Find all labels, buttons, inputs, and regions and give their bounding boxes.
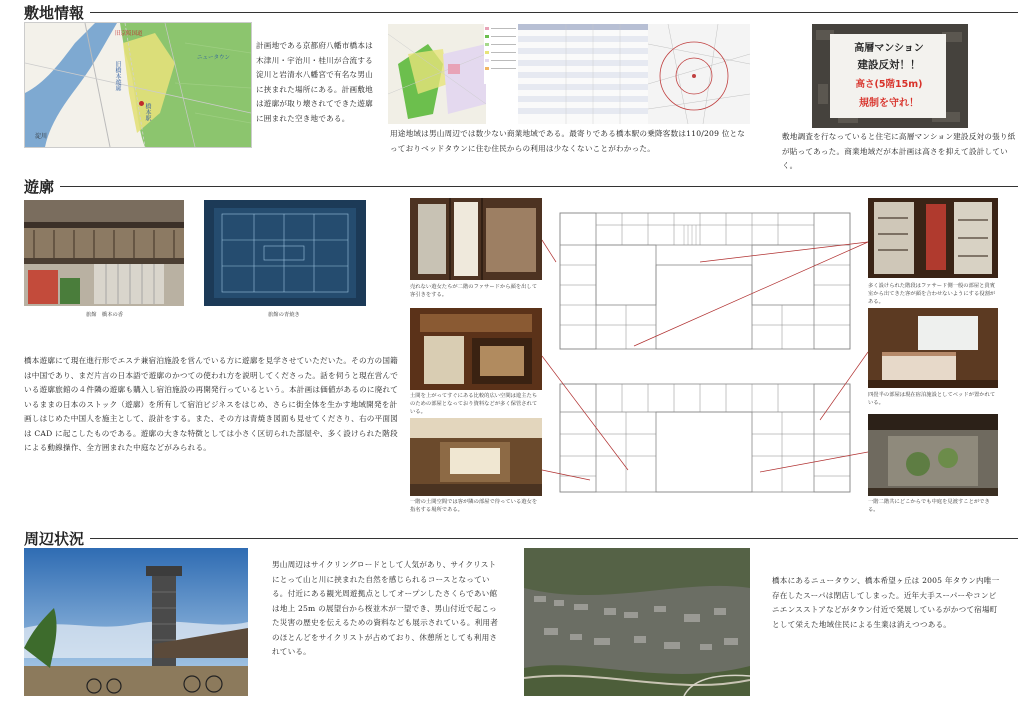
sign-line-3: 高さ(5階15m) [855, 79, 923, 90]
bedroom-photo [868, 308, 998, 388]
plan-caption-right-1: 多く設けられた階段はファサード側一般の部屋と貴賓室から出てきた客が顔を合わせないようにする役割がある。 [868, 283, 996, 305]
plan-caption-left-2: 土間を上がってすぐにある比較的広い空間は遊主たちのための部屋となっており資料などが多く保管されている。 [410, 393, 538, 415]
master-room-photo [410, 308, 542, 390]
observation-tower-photo [24, 548, 248, 696]
plan-caption-left-3: 一階の土間空間では客が隣の部屋で待っている遊女を指名する場所である。 [410, 499, 538, 513]
sign-line-1: 高層マンション [854, 43, 924, 54]
map-label-yukaku: 旧橋本遊廓 [114, 61, 121, 91]
yukaku-description: 橋本遊廓にて現在進行形でエステ兼宿泊施設を営んでいる方に遊廓を見学させていただいた。その方の国籍は中国であり、まだ片言の日本語で遊廓のかつての使われ方を説明してくださった。話を伺うと現在営んでいる遊廓旅館の４件隣の遊廓も購入し宿泊施設の再開発行っているという。本計画は価値があるのに廃れているままの日本のストック（遊廓）を所有して宿泊ビジネスをはじめ、さらに街全体を生かす地域開発を計画しはじめた中国人を施主として、設計をする。また、その方は青焼き図面も見せてくださり、右の平面図は CAD に起こしたものである。遊廓の大きな特徴としては小さく区切られた部屋や、多く設けられた階段による動線操作、全方囲まれた中庭などがみられる。 [24, 356, 399, 452]
plan-caption-right-2: 四畳半の部屋は現在宿泊施設としてベッドが置かれている。 [868, 392, 996, 406]
plan-caption-right-3: 一階二階共にどこからでも中庭を見渡すことができる。 [868, 499, 990, 513]
section-title-yukaku: 遊廓 [24, 176, 60, 197]
sign-line-4: 規制を守れ！ [859, 98, 919, 109]
courtyard-photo [868, 414, 998, 496]
section-title-site: 敷地情報 [24, 2, 90, 23]
plan-caption-left-1: 売れない遊女たちが二階のファサードから顔を出して客引きをする。 [410, 284, 538, 298]
staircase-photo [868, 198, 998, 278]
sign-description: 敷地調査を行なっていると住宅に高層マンション建設反対の張り紙が貼ってあった。商業地域だが本計画は高さを抑えて設計していく。 [782, 132, 1016, 170]
section-rule-surroundings [24, 538, 1018, 539]
tower-description: 男山周辺はサイクリングロードとして人気があり、サイクリストにとって山と川に挟まれた自然を感じられるコースとなっている。付近にある観光周遊拠点としてオープンしたさくらであい館は地上 25m の展望台から桜並木が一望でき、男山付近で起こった災害の歴史を伝えるための資料なども展示されている。利用者のほとんどをサイクリストが占めており、休憩所としても利用されている。 [272, 560, 499, 656]
site-description: 計画地である京都府八幡市橋本は木津川・宇治川・桂川が合流する淀川と岩清水八幡宮で有名な男山に挟まれた場所にある。計画敷地は遊廓が取り壊されてできた遊廓に囲まれた空き地である。 [256, 41, 373, 123]
zoning-description: 用途地域は男山周辺では数少ない商業地域である。最寄りである橋本駅の乗降客数は110/209 位となっておりベッドタウンに住む住民からの利用は少なくないことがわかった。 [390, 129, 746, 153]
section-title-surroundings: 周辺状況 [24, 528, 90, 549]
map-label-station: 橋本駅 [144, 103, 151, 121]
sign-line-2: 建設反対！！ [857, 59, 921, 71]
map-label-newtown: ニュータウン [197, 55, 231, 61]
doma-space-photo [410, 418, 542, 496]
facade-interior-photo [410, 198, 542, 280]
newtown-description: 橋本にあるニュータウン、橋本希望ヶ丘は 2005 年タウン内唯一存在したスーパは閉店してしまった。近年大手スーパーやコンビニエンスストアなどがタウン付近で発展しているがかつて宿場町として栄えた地域住民による生業は消えつつある。 [772, 576, 1000, 629]
map-label-river: 淀川 [35, 133, 48, 140]
newtown-aerial-photo [524, 548, 750, 696]
map-label-road: 旧京阪国道 [115, 31, 143, 37]
ryokan-photo-caption: 旅館 橋本の香 [86, 312, 124, 318]
blueprint-photo-caption: 旅館の青焼き [268, 312, 300, 318]
